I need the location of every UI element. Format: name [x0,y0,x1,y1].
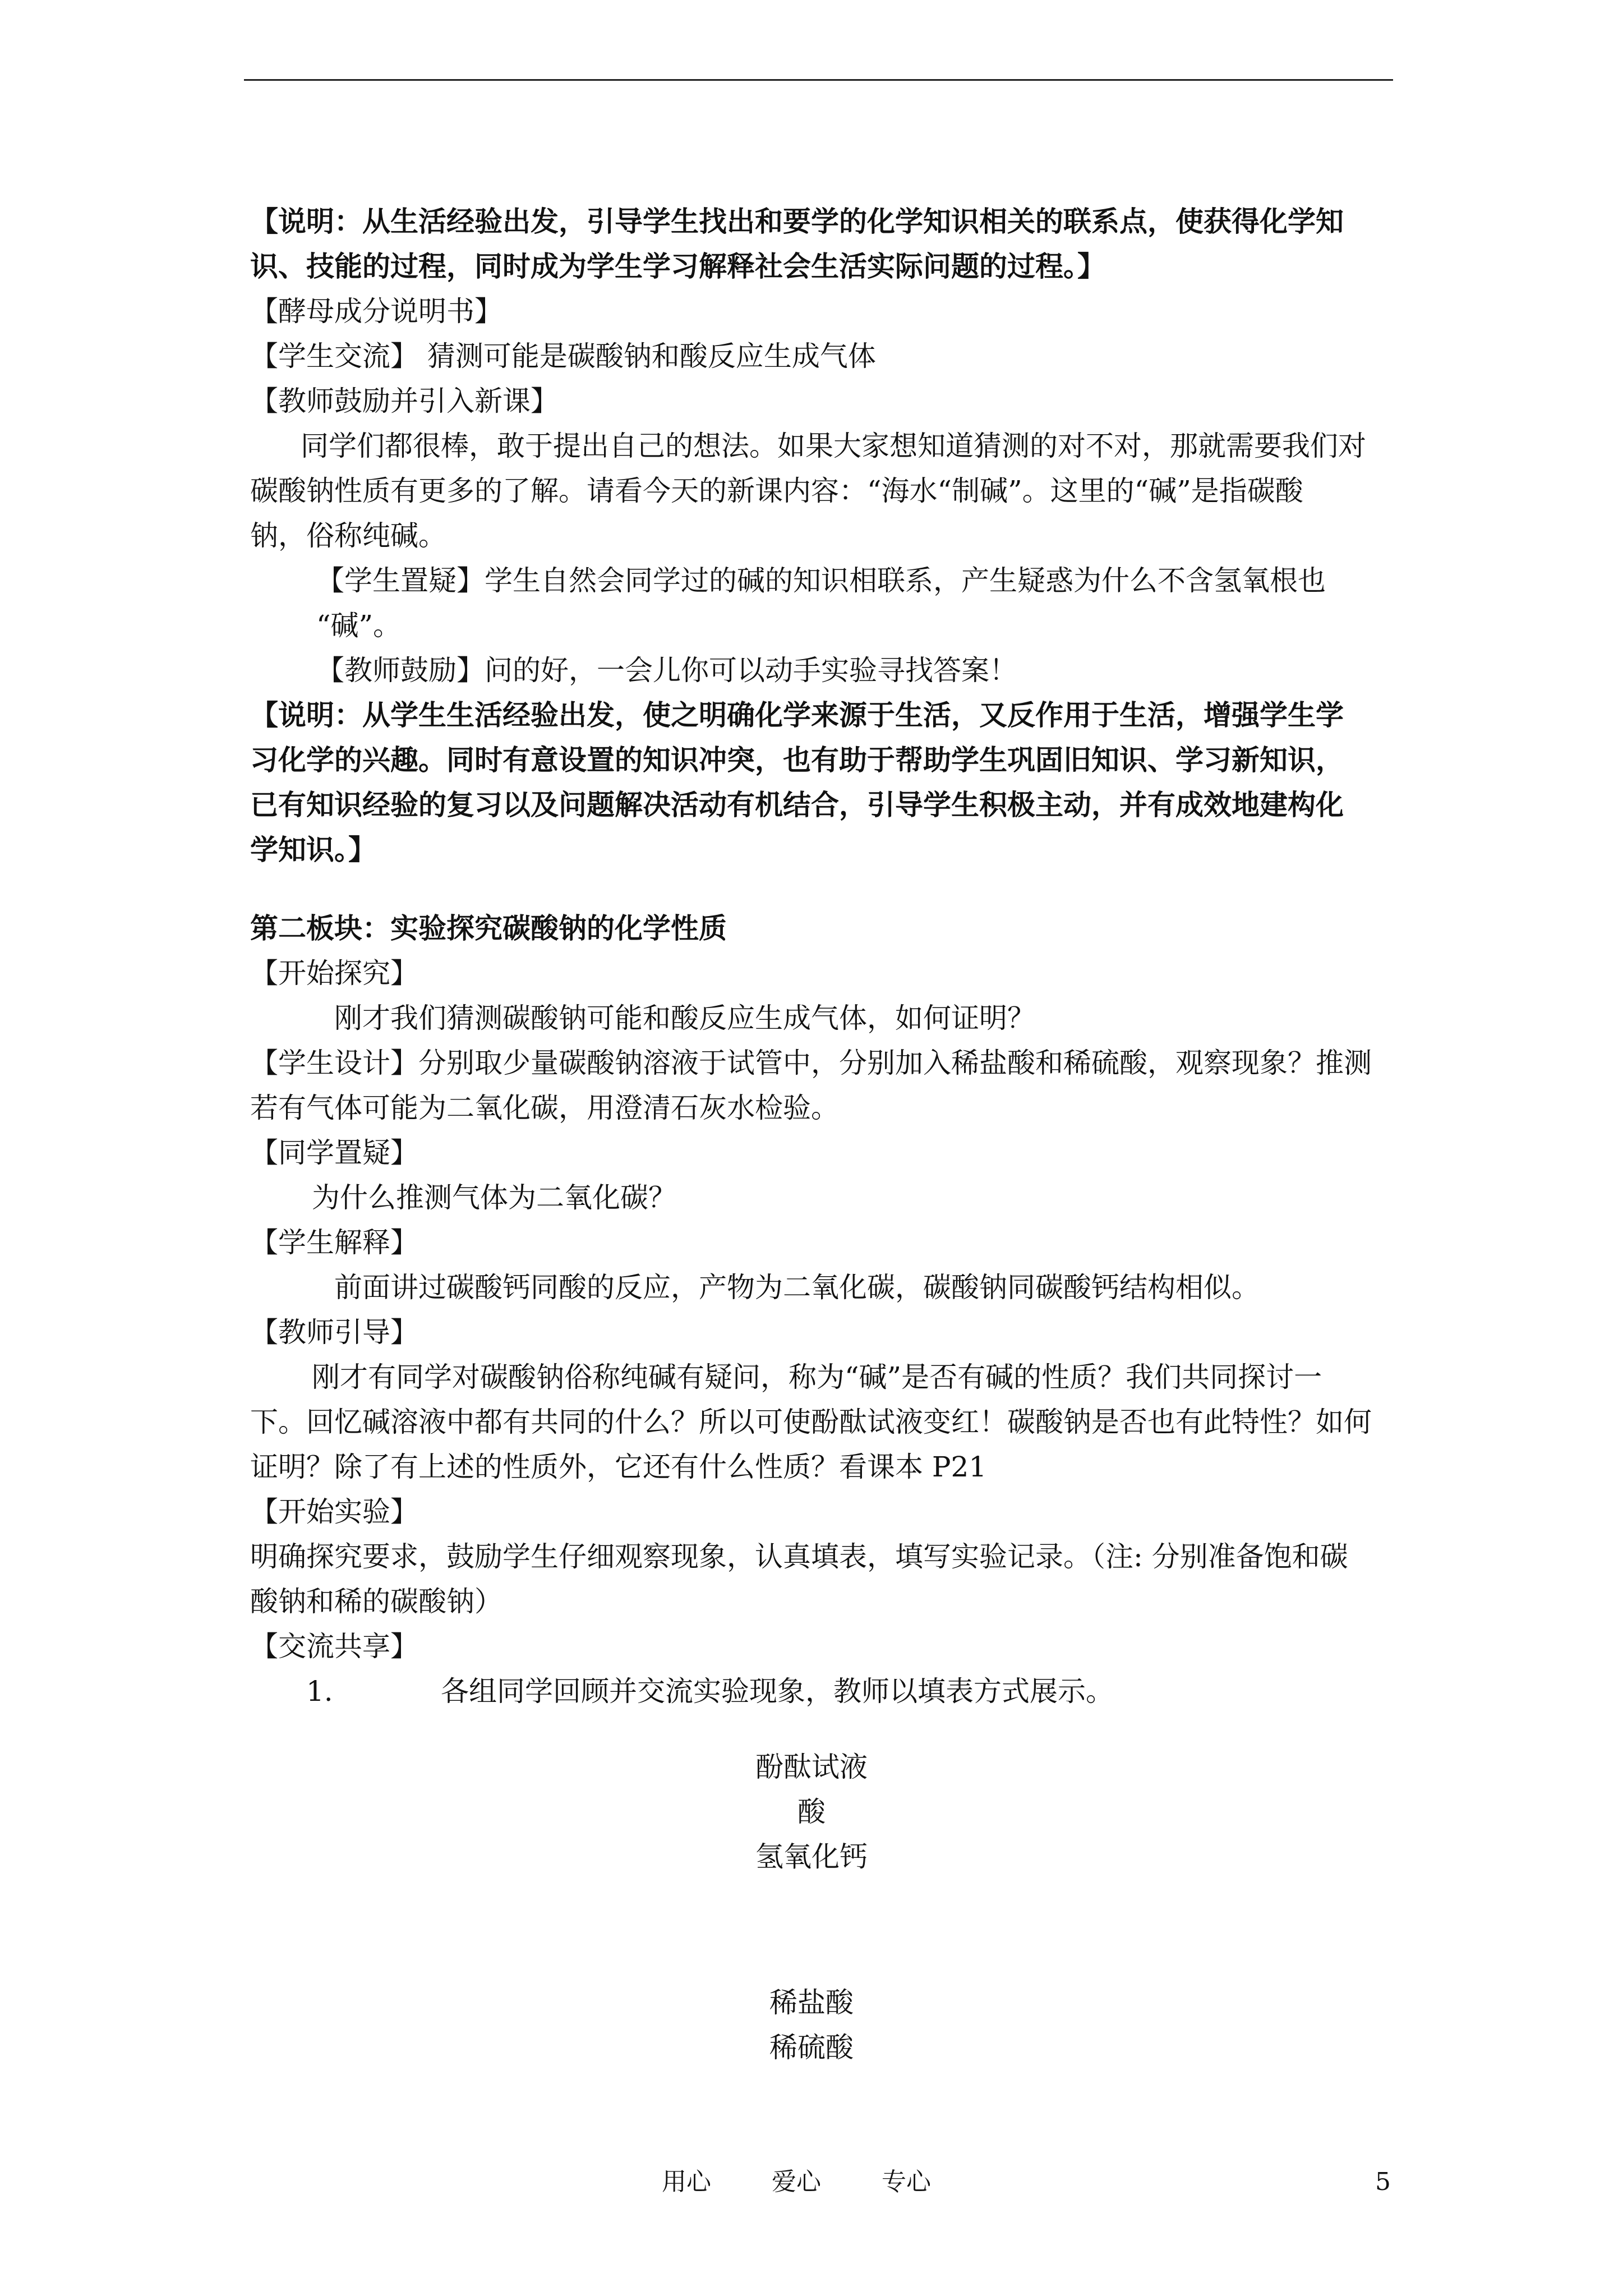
student-question: 【学生置疑】学生自然会同学过的碱的知识相联系，产生疑惑为什么不含氢氧根也 [316,564,1326,597]
heading-peer-question: 【同学置疑】 [250,1137,418,1169]
heading-start-experiment: 【开始实验】 [250,1496,418,1528]
paragraph-line: 证明？除了有上述的性质外，它还有什么性质？看课本 P21 [250,1451,987,1483]
student-design-line-2: 若有气体可能为二氧化碳，用澄清石灰水检验。 [250,1092,839,1124]
table-fragment: 酸 [797,1796,826,1828]
header-rule [244,79,1393,81]
table-fragment: 稀硫酸 [769,2031,854,2064]
table-fragment: 酚酞试液 [755,1751,868,1783]
section-heading-yeast: 【酵母成分说明书】 [250,295,502,328]
section-heading-teacher: 【教师鼓励并引入新课】 [250,385,559,417]
paragraph-line: 酸钠和稀的碳酸钠） [250,1585,502,1618]
note2-line-2: 习化学的兴趣。同时有意设置的知识冲突，也有助于帮助学生巩固旧知识、学习新知识， [250,743,1344,776]
heading-student-explain: 【学生解释】 [250,1226,418,1259]
note-line-2: 识、技能的过程，同时成为学生学习解释社会生活实际问题的过程。】 [250,250,1105,283]
paragraph-line: 前面讲过碳酸钙同酸的反应，产物为二氧化碳，碳酸钠同碳酸钙结构相似。 [334,1271,1260,1304]
paragraph-line: 钠，俗称纯碱。 [250,519,446,552]
note2-line-4: 学知识。】 [250,833,376,866]
student-design-line-1: 【学生设计】分别取少量碳酸钠溶液于试管中，分别加入稀盐酸和稀硫酸，观察现象？推测 [250,1047,1372,1079]
list-number: 1. [306,1675,333,1708]
paragraph-line: 下。回忆碱溶液中都有共同的什么？所以可使酚酞试液变红！碳酸钠是否也有此特性？如何 [250,1406,1372,1438]
paragraph-line: 明确探究要求，鼓励学生仔细观察现象，认真填表，填写实验记录。（注: 分别准备饱和碳 [250,1540,1348,1573]
footer-right: 专心 [882,2168,931,2196]
paragraph-line: 为什么推测气体为二氧化碳？ [312,1181,676,1214]
paragraph-line: 同学们都很棒，敢于提出自己的想法。如果大家想知道猜测的对不对，那就需要我们对 [301,430,1366,462]
note2-line-1: 【说明：从学生生活经验出发，使之明确化学来源于生活，又反作用于生活，增强学生学 [250,698,1344,731]
student-question-cont: “碱”。 [316,609,402,642]
table-fragment: 氢氧化钙 [755,1841,868,1873]
paragraph-line: 刚才我们猜测碳酸钠可能和酸反应生成气体，如何证明？ [334,1002,1035,1034]
footer-left: 用心 [662,2168,711,2196]
heading-share: 【交流共享】 [250,1630,418,1663]
section-title-part2: 第二板块：实验探究碳酸钠的化学性质 [250,912,727,945]
table-fragment: 稀盐酸 [769,1986,854,2019]
paragraph-line: 碳酸钠性质有更多的了解。请看今天的新课内容：“海水“制碱”。这里的“碱”是指碳酸 [250,475,1303,507]
page-number: 5 [1375,2168,1391,2196]
heading-teacher-guide: 【教师引导】 [250,1316,418,1349]
footer-middle: 爱心 [772,2168,821,2196]
note2-line-3: 已有知识经验的复习以及问题解决活动有机结合，引导学生积极主动，并有成效地建构化 [250,788,1344,821]
teacher-encourage: 【教师鼓励】问的好，一会儿你可以动手实验寻找答案！ [316,654,1017,687]
note-line-1: 【说明：从生活经验出发，引导学生找出和要学的化学知识相关的联系点，使获得化学知 [250,205,1344,238]
list-item-text: 各组同学回顾并交流实验现象，教师以填表方式展示。 [441,1675,1114,1708]
student-exchange: 【学生交流】 猜测可能是碳酸钠和酸反应生成气体 [250,340,876,372]
heading-start-inquiry: 【开始探究】 [250,957,418,990]
paragraph-line: 刚才有同学对碳酸钠俗称纯碱有疑问，称为“碱”是否有碱的性质？我们共同探讨一 [312,1361,1322,1393]
